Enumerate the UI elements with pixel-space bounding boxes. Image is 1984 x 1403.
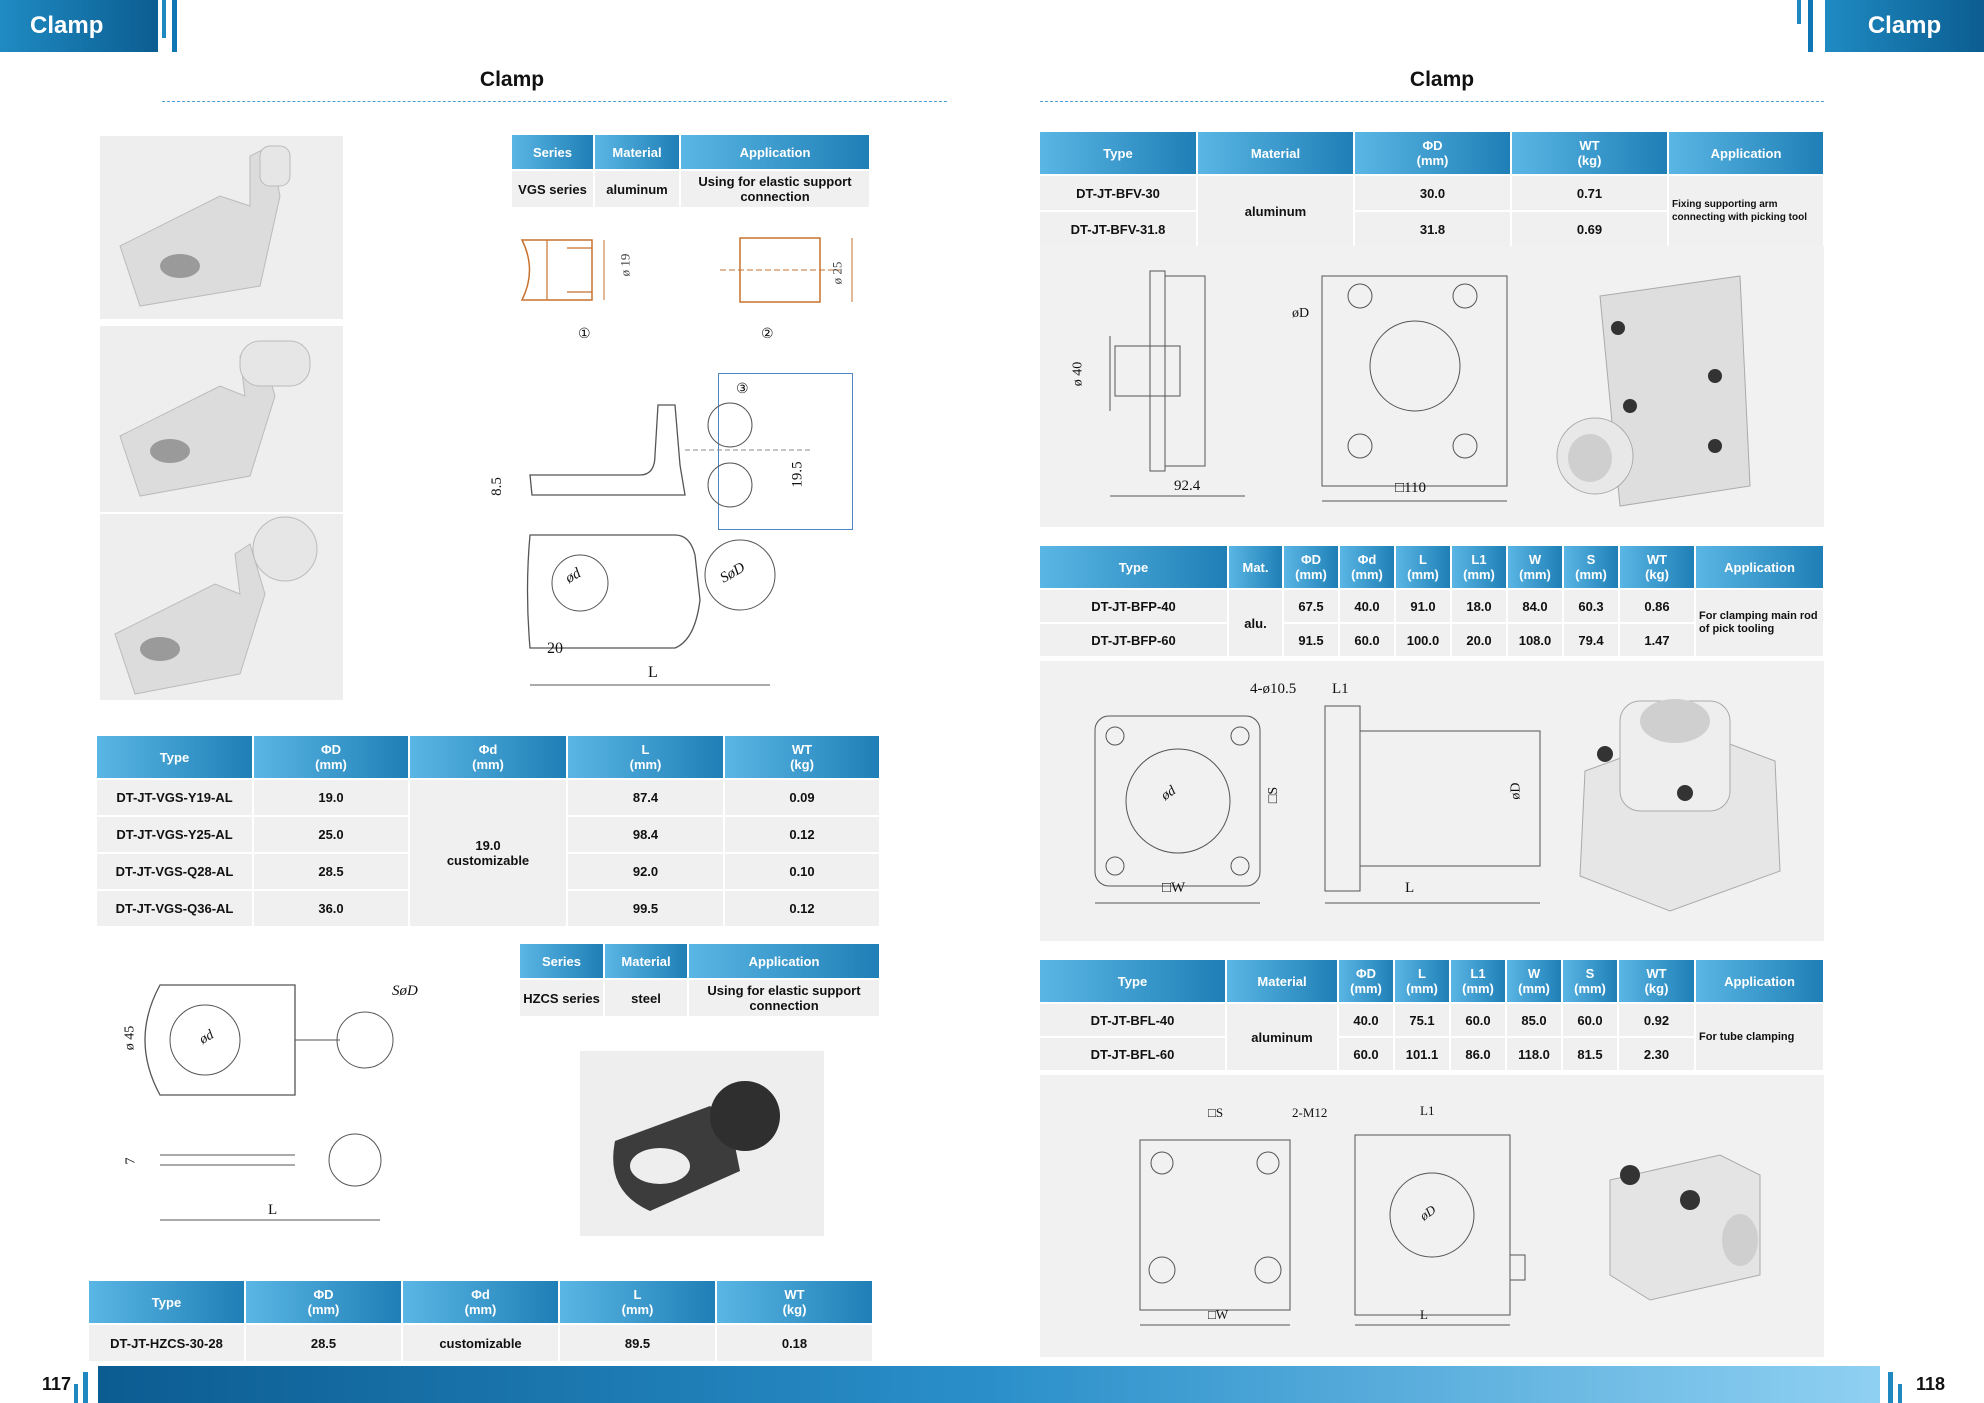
dim-phiD-bfp: øD (1508, 782, 1524, 800)
drawing-3-side (490, 395, 840, 535)
cell-L: 101.1 (1394, 1037, 1450, 1070)
cell-material: aluminum (594, 170, 680, 207)
col-type: Type (89, 1281, 245, 1324)
dim-sq110: □110 (1395, 480, 1427, 496)
cell-wt: 0.10 (724, 853, 880, 890)
hzcs-series-table (520, 944, 881, 1016)
product-image-hzcs (580, 1051, 824, 1236)
cell-type: DT-JT-VGS-Y19-AL (97, 779, 253, 816)
dim-t7: 7 (123, 1157, 139, 1165)
cell-L: 99.5 (567, 890, 724, 926)
col-wt: WT (kg) (724, 736, 880, 779)
col-wt: WT (kg) (1618, 960, 1695, 1003)
cell-L: 89.5 (559, 1324, 716, 1361)
cell-phiD: 28.5 (253, 853, 409, 890)
right-title-divider (1040, 101, 1824, 102)
left-page-title: Clamp (479, 68, 545, 91)
cell-wt: 0.12 (724, 890, 880, 926)
label-circle-3: ③ (736, 380, 749, 396)
col-S: S (mm) (1562, 960, 1618, 1003)
cell-application: Using for elastic support connection (680, 170, 870, 207)
bfl-drawing-panel (1040, 1075, 1824, 1357)
footer-stripe-left (74, 1384, 78, 1403)
cell-phiD: 60.0 (1338, 1037, 1394, 1070)
dim-W: □W (1162, 880, 1186, 896)
dim-phiD-bfl: øD (1416, 1201, 1439, 1224)
col-L1: L1 (mm) (1451, 546, 1507, 589)
cell-wt: 0.92 (1618, 1003, 1695, 1037)
col-application: Application (1695, 546, 1824, 589)
cell-wt: 0.69 (1511, 211, 1668, 246)
cell-L1: 18.0 (1451, 589, 1507, 623)
col-material: Material (604, 944, 688, 979)
cell-phiD: 28.5 (245, 1324, 402, 1361)
col-material: Mat. (1228, 546, 1283, 589)
cell-L: 98.4 (567, 816, 724, 853)
dim-w20: 20 (547, 640, 563, 657)
cell-type: DT-JT-BFV-31.8 (1040, 211, 1197, 246)
dim-phid-bfp: ød (1158, 783, 1179, 804)
col-phid: Φd (mm) (1339, 546, 1395, 589)
vgs-spec-table (97, 736, 881, 926)
bfv-spec-table (1040, 132, 1825, 246)
col-application: Application (688, 944, 880, 979)
col-L: L (mm) (567, 736, 724, 779)
col-L: L (mm) (559, 1281, 716, 1324)
col-wt: WT (kg) (1619, 546, 1695, 589)
cell-phiD: 25.0 (253, 816, 409, 853)
cell-phiD: 30.0 (1354, 175, 1511, 211)
bfv-drawing-panel (1040, 246, 1824, 527)
dim-phid: ød (562, 565, 584, 587)
col-L1: L1 (mm) (1450, 960, 1506, 1003)
cell-application: Using for elastic support connection (688, 979, 880, 1016)
cell-wt: 0.71 (1511, 175, 1668, 211)
cell-material-merged: aluminum (1226, 1003, 1338, 1070)
cell-W: 85.0 (1506, 1003, 1562, 1037)
cell-wt: 0.09 (724, 779, 880, 816)
cell-material-merged: aluminum (1197, 175, 1354, 246)
col-material: Material (1197, 132, 1354, 175)
hzcs-drawing (130, 975, 430, 1230)
dim-L-bfl: L (1420, 1307, 1428, 1322)
hzcs-spec-table (89, 1281, 874, 1361)
table-row (89, 1324, 873, 1361)
dim-phiD: øD (1292, 306, 1310, 321)
right-header-stripe (1808, 0, 1813, 52)
col-W: W (mm) (1506, 960, 1562, 1003)
cell-type: DT-JT-VGS-Q36-AL (97, 890, 253, 926)
col-type: Type (1040, 960, 1226, 1003)
cell-phiD: 31.8 (1354, 211, 1511, 246)
cell-L: 100.0 (1395, 623, 1451, 656)
left-title-divider (162, 101, 947, 102)
table-row (1040, 1003, 1824, 1037)
clamp-q36-illustration (100, 514, 343, 700)
cell-application-merged: For clamping main rod of pick tooling (1695, 589, 1824, 656)
cell-phid-merged: 19.0 customizable (409, 779, 567, 926)
dim-d40: ø 40 (1070, 361, 1086, 387)
dim-L1-bfl: L1 (1420, 1103, 1435, 1118)
bfp-spec-table (1040, 546, 1825, 656)
product-image-vgs-q36 (100, 514, 343, 700)
col-series: Series (512, 135, 594, 170)
col-phid: Φd (mm) (402, 1281, 559, 1324)
col-phiD: ΦD (mm) (253, 736, 409, 779)
product-image-vgs-y (100, 136, 343, 319)
dim-d25: ø 25 (829, 261, 845, 285)
dim-L-hzcs: L (268, 1202, 278, 1218)
cell-wt: 0.86 (1619, 589, 1695, 623)
product-image-vgs-q28 (100, 326, 343, 512)
cell-L: 92.0 (567, 853, 724, 890)
cell-L1: 60.0 (1450, 1003, 1506, 1037)
dim-w924: 92.4 (1174, 478, 1201, 494)
cell-type: DT-JT-BFL-40 (1040, 1003, 1226, 1037)
footer-stripe-right (1898, 1384, 1902, 1403)
cell-series: VGS series (512, 170, 594, 207)
cell-phiD: 19.0 (253, 779, 409, 816)
col-phiD: ΦD (mm) (1338, 960, 1394, 1003)
left-header-tab: Clamp (0, 0, 158, 52)
bfp-drawing-panel (1040, 661, 1824, 941)
dim-m12: 2-M12 (1292, 1105, 1328, 1120)
cell-wt: 0.12 (724, 816, 880, 853)
col-W: W (mm) (1507, 546, 1563, 589)
col-series: Series (520, 944, 604, 979)
table-row (1040, 589, 1824, 623)
cell-S: 79.4 (1563, 623, 1619, 656)
col-application: Application (680, 135, 870, 170)
left-page-number: 117 (42, 1374, 72, 1394)
cell-L: 75.1 (1394, 1003, 1450, 1037)
dim-d45: ø 45 (122, 1025, 138, 1051)
label-circle-2: ② (761, 325, 774, 341)
dim-L1: L1 (1332, 681, 1349, 697)
col-phiD: ΦD (mm) (1354, 132, 1511, 175)
bfv-drawings (1040, 246, 1824, 527)
cell-type: DT-JT-HZCS-30-28 (89, 1324, 245, 1361)
cell-S: 60.3 (1563, 589, 1619, 623)
cell-L1: 86.0 (1450, 1037, 1506, 1070)
dim-phid-hzcs: ød (196, 1027, 217, 1048)
col-type: Type (97, 736, 253, 779)
cell-phiD: 40.0 (1338, 1003, 1394, 1037)
cell-type: DT-JT-VGS-Q28-AL (97, 853, 253, 890)
col-type: Type (1040, 546, 1228, 589)
left-header-stripe (172, 0, 177, 52)
cell-type: DT-JT-BFL-60 (1040, 1037, 1226, 1070)
col-material: Material (594, 135, 680, 170)
table-row (1040, 175, 1824, 211)
right-page-title: Clamp (1409, 68, 1475, 91)
dim-h85: 8.5 (488, 477, 505, 496)
footer-stripe-right (1888, 1372, 1893, 1403)
dim-h195: 19.5 (789, 461, 806, 488)
cell-type: DT-JT-BFV-30 (1040, 175, 1197, 211)
right-page-number: 118 (1916, 1374, 1946, 1394)
dim-L-bfp: L (1405, 880, 1415, 896)
dim-W-bfl: □W (1208, 1307, 1229, 1322)
cell-application-merged: For tube clamping (1695, 1003, 1824, 1070)
vgs-series-table (512, 135, 871, 207)
clamp-y-illustration (100, 136, 343, 319)
col-L: L (mm) (1395, 546, 1451, 589)
cell-wt: 0.18 (716, 1324, 873, 1361)
dim-sphid-hzcs: SøD (392, 983, 418, 999)
cell-series: HZCS series (520, 979, 604, 1016)
col-material: Material (1226, 960, 1338, 1003)
col-wt: WT (kg) (1511, 132, 1668, 175)
dim-d19: ø 19 (617, 253, 633, 277)
cell-application-merged: Fixing supporting arm connecting with picking tool (1668, 175, 1824, 246)
dim-sphid: SøD (717, 559, 748, 587)
cell-S: 60.0 (1562, 1003, 1618, 1037)
dim-S: □S (1266, 786, 1282, 804)
col-type: Type (1040, 132, 1197, 175)
cell-phid: 60.0 (1339, 623, 1395, 656)
cell-type: DT-JT-VGS-Y25-AL (97, 816, 253, 853)
cell-material: steel (604, 979, 688, 1016)
bfl-spec-table (1040, 960, 1825, 1070)
dim-L: L (648, 664, 658, 681)
cell-phiD: 91.5 (1283, 623, 1339, 656)
right-header-stripe (1797, 0, 1801, 24)
col-phiD: ΦD (mm) (1283, 546, 1339, 589)
cell-phid: customizable (402, 1324, 559, 1361)
cell-type: DT-JT-BFP-40 (1040, 589, 1228, 623)
label-circle-1: ① (578, 325, 591, 341)
cell-S: 81.5 (1562, 1037, 1618, 1070)
cell-W: 108.0 (1507, 623, 1563, 656)
clamp-q28-illustration (100, 326, 343, 512)
footer-bar (98, 1366, 1880, 1403)
cell-phid: 40.0 (1339, 589, 1395, 623)
footer-stripe-left (83, 1372, 88, 1403)
bfp-drawings (1040, 661, 1824, 941)
table-row (97, 779, 880, 816)
cell-L: 87.4 (567, 779, 724, 816)
cell-wt: 1.47 (1619, 623, 1695, 656)
cell-phiD: 67.5 (1283, 589, 1339, 623)
cell-L1: 20.0 (1451, 623, 1507, 656)
cell-W: 84.0 (1507, 589, 1563, 623)
cell-L: 91.0 (1395, 589, 1451, 623)
cell-material-merged: alu. (1228, 589, 1283, 656)
col-application: Application (1668, 132, 1824, 175)
hzcs-illustration (580, 1051, 824, 1236)
right-header-tab: Clamp (1825, 0, 1984, 52)
dim-holes: 4-ø10.5 (1250, 681, 1297, 697)
col-L: L (mm) (1394, 960, 1450, 1003)
col-wt: WT (kg) (716, 1281, 873, 1324)
drawing-3-top (525, 530, 795, 695)
cell-type: DT-JT-BFP-60 (1040, 623, 1228, 656)
cell-phiD: 36.0 (253, 890, 409, 926)
left-header-stripe (162, 0, 166, 38)
col-phiD: ΦD (mm) (245, 1281, 402, 1324)
cell-W: 118.0 (1506, 1037, 1562, 1070)
cell-wt: 2.30 (1618, 1037, 1695, 1070)
col-application: Application (1695, 960, 1824, 1003)
dim-S-bfl: □S (1208, 1105, 1224, 1120)
col-phid: Φd (mm) (409, 736, 567, 779)
col-S: S (mm) (1563, 546, 1619, 589)
